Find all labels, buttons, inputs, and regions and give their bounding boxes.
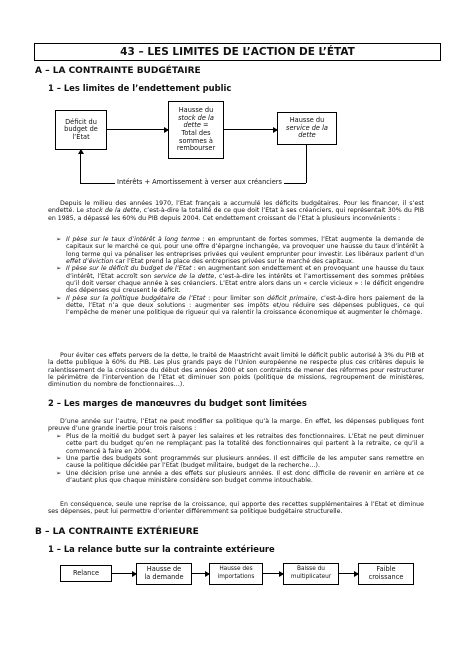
sub2-bullet-list	[56, 433, 424, 484]
list-item: ➢ Plus de la moitié du budget sert à payer les salaires et les retraites des fonctionnaires. L’Etat ne peut diminuer cette part du budget qu’en ne remplaçant pas la totalité des fonctionnaires qui partent à la retraite, ce qu’il a commencé à faire en 2004.	[56, 433, 424, 455]
list-item: ➢ Une décision prise une année a des effets sur plusieurs années. Il est donc difficile de revenir en arrière et ce d’autant plus que chaque ministère considère son budget comme intouchable.	[56, 469, 424, 485]
box-baisse-multiplicateur: Baisse du multiplicateur	[283, 563, 339, 585]
box-relance: Relance	[60, 565, 112, 582]
page-title: 43 – LES LIMITES DE L’ACTION DE L’ÉTAT	[34, 43, 441, 61]
arrow-deficit-to-stock	[107, 129, 168, 130]
list-item: ➢ Une partie des budgets sont programmés sur plusieurs années. Il est difficile de les amputer sans remettre en cause la politique décidée par l’Etat (budget militaire, budget de la recherche…).	[56, 455, 424, 470]
sub1-intro: Depuis le milieu des années 1970, l’Etat français a accumulé les déficits budgétaires. Pour les financer, il s’est endetté. Le stock de la dette, c’est-à-dire la totalité de ce que doit l’Etat à ses créanciers, qui représentait 30% du PIB en 1985, a dépassé les 60% du PIB depuis 2004. Cet endettement croissant de l’Etat à plusieurs inconvénients :	[48, 200, 425, 222]
list-item: ➢ Il pèse sur la politique budgétaire de l’Etat : pour limiter son déficit primaire, c’est-à-dire hors paiement de la dette, l’Etat n’a que deux solutions : augmenter ses impôts et/ou réduire ses dépenses publiques, ce qui l’empêche de mener une politique de rigueur qui va ralentir la croissance économique et augmenter le chômage.	[56, 294, 424, 317]
loop-arrow-up	[80, 150, 81, 183]
subsection-1-heading: 1 – Les limites de l’endettement public	[48, 83, 232, 93]
sub1-closing: Pour éviter ces effets pervers de la dette, le traité de Maastricht avait limité le déficit public autorisé à 3% du PIB et la dette publique à 60% du PIB. Les plus grands pays de l’Union européenne ne respecte plus ces critères depuis le ralentissement de la croissance du début des années 2000 et son contraints de mener des réformes pour restructurer le périmètre de l’intervention de l’Etat et diminuer son poids (politique de missions, regroupement de ministères, diminution du nombre de fonctionnaires…).	[48, 352, 424, 389]
box-hausse-importations: Hausse des importations	[209, 563, 263, 585]
sub2-closing: En conséquence, seule une reprise de la croissance, qui apporte des recettes supplémentaires à l’Etat et diminue ses dépenses, peut lui permettre d’orienter différemment sa politique budgétaire structurelle.	[48, 501, 424, 516]
subsection-2-heading: 2 – Les marges de manœuvres du budget sont limitées	[48, 398, 307, 408]
sub1-bullet-list	[56, 236, 424, 317]
list-item: ➢ Il pèse sur le déficit du budget de l’Etat : en augmentant son endettement et en provoquant une hausse du taux d’intérêt, l’Etat accroît son service de la dette, c’est-à-dire les intérêts et l’amortissement des sommes prêtées qu’il doit verser chaque année à ses créanciers. L’Etat entre alors dans un « cercle vicieux » : le déficit engendre des dépenses qui creusent le déficit.	[56, 265, 424, 295]
sub2-intro: D’une année sur l’autre, l’Etat ne peut modifier sa politique qu’à la marge. En effet, les dépenses publiques font preuve d’une grande inertie pour trois raisons :	[48, 418, 424, 433]
box-deficit: Déficit du budget de l’Etat	[55, 110, 107, 150]
box-stock-dette: Hausse du stock de la dette = Total des sommes à rembourser	[168, 101, 224, 159]
arrow-2	[192, 573, 209, 574]
box-hausse-demande: Hausse de la demande	[136, 563, 192, 585]
arrow-stock-to-service	[224, 129, 277, 130]
arrow-4	[339, 573, 358, 574]
loop-label: Intérêts + Amortissement à verser aux créanciers	[117, 178, 282, 186]
arrow-1	[112, 573, 136, 574]
box-service-dette: Hausse du service de la dette	[277, 112, 337, 145]
section-a-heading: A – LA CONTRAINTE BUDGÉTAIRE	[35, 66, 201, 76]
box-faible-croissance: Faible croissance	[358, 563, 414, 585]
loop-line-right	[306, 145, 307, 183]
subsection-b1-heading: 1 – La relance butte sur la contrainte extérieure	[48, 544, 275, 554]
arrow-3	[263, 573, 283, 574]
list-item: ➢ Il pèse sur le taux d’intérêt à long terme : en empruntant de fortes sommes, l’Etat augmente la demande de capitaux sur le marché ce qui, pour une offre d’épargne inchangée, va provoquer une hausse du taux d’intérêt à long terme qui va pénaliser les entreprises privées qui veulent emprunter pour investir. Les libéraux parlent d’un effet d’éviction car l’Etat prend la place des entreprises privées sur le marché des capitaux.	[56, 236, 424, 266]
section-b-heading: B – LA CONTRAINTE EXTÉRIEURE	[35, 527, 199, 537]
